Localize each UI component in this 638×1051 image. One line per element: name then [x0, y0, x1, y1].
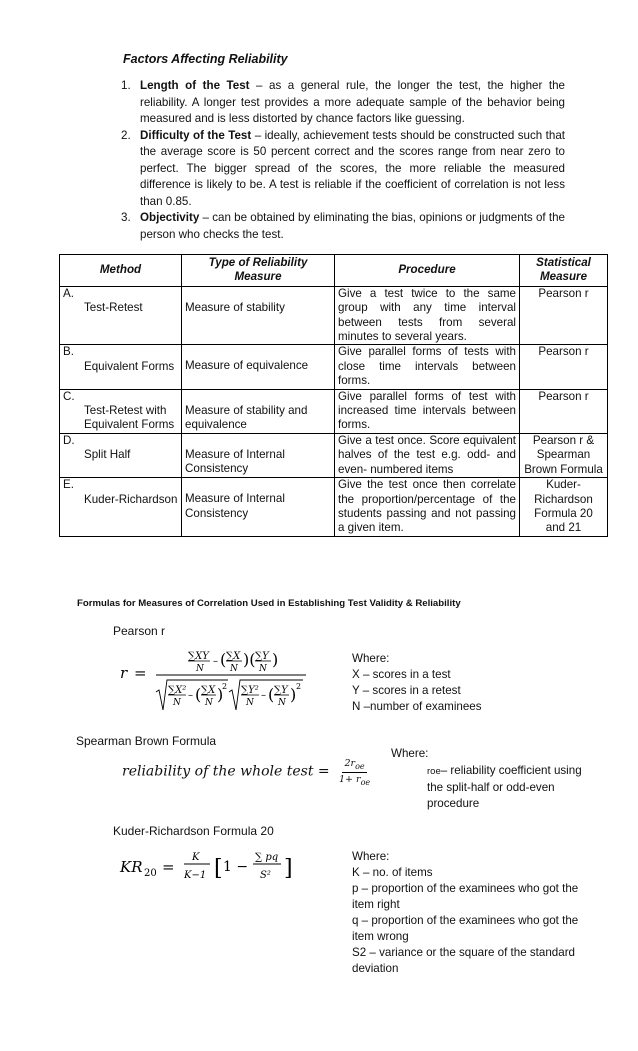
svg-text:2: 2	[296, 682, 302, 691]
svg-text:∑X: ∑X	[201, 685, 216, 696]
cell-stat: Pearson r & Spearman Brown Formula	[520, 433, 608, 477]
svg-text:K−1: K−1	[184, 870, 207, 881]
factor-text: – as a general rule, the longer the test, the higher the reliability. A longer test provides a more adequate sample of the behavior being measured and is less distorted by chance factors like guessing.	[140, 79, 565, 125]
method-name: Equivalent Forms	[84, 359, 175, 373]
factor-number: 3.	[121, 211, 131, 224]
svg-text:∑Y: ∑Y	[255, 651, 269, 662]
table-row	[60, 389, 608, 433]
row-letter: B.	[63, 345, 74, 359]
svg-text:=: =	[162, 858, 175, 876]
svg-text:)(: )(	[243, 650, 256, 669]
header-procedure: Procedure	[335, 255, 520, 287]
pearson-formula	[118, 640, 318, 714]
pearson-label: Pearson r	[113, 624, 166, 638]
method-name: Kuder-Richardson	[84, 492, 178, 506]
spearman-lhs: reliability of the whole test =	[122, 763, 330, 780]
factor-item	[121, 78, 565, 128]
where-item: Y – scores in a retest	[352, 684, 461, 697]
spearman-where-label: Where:	[391, 747, 429, 760]
factor-item	[121, 210, 565, 243]
cell-procedure: Give a test twice to the same group with any time interval between tests from several minutes to several years.	[335, 286, 520, 345]
table-header-row	[60, 255, 608, 287]
cell-type: Measure of equivalence	[182, 345, 335, 389]
svg-text:∑ pq: ∑ pq	[255, 852, 279, 863]
svg-text:(: (	[268, 685, 275, 704]
cell-type: Measure of stability	[182, 286, 335, 345]
svg-text:): )	[272, 650, 279, 669]
where-item: S2 – variance or the square of the standard deviation	[352, 946, 575, 975]
table-row	[60, 478, 608, 537]
svg-text:r: r	[120, 664, 128, 682]
factor-term: Length of the Test	[140, 79, 250, 92]
factor-number: 2.	[121, 128, 131, 142]
cell-stat: Pearson r	[520, 389, 608, 433]
where-item: K – no. of items	[352, 866, 433, 879]
svg-text:20: 20	[144, 868, 157, 879]
factor-text: – ideally, achievement tests should be constructed such that the average score is 50 percent correct and the scores range from near zero to perfect. The bigger spread of the scores, the more reliable the measured difference is likely to be. A test is reliable if the coefficient of correlation is not less than 0.85.	[140, 128, 565, 208]
cell-stat: Kuder-Richardson Formula 20 and 21	[520, 478, 608, 537]
cell-method	[60, 478, 182, 537]
method-name: Split Half	[84, 448, 131, 462]
table-row	[60, 345, 608, 389]
svg-text:N: N	[173, 698, 181, 708]
cell-method	[60, 389, 182, 433]
table-row	[60, 286, 608, 345]
svg-text:K: K	[192, 852, 200, 863]
page-heading: Factors Affecting Reliability	[123, 52, 288, 66]
where-item: p – proportion of the examinees who got the item right	[352, 882, 579, 911]
where-symbol: roe	[427, 766, 441, 777]
svg-text:∑X²: ∑X²	[168, 685, 187, 696]
reliability-table	[59, 254, 608, 537]
factor-item	[121, 128, 565, 211]
svg-text:=: =	[134, 664, 147, 682]
svg-text:]: ]	[284, 856, 293, 881]
svg-text:N: N	[259, 664, 267, 674]
svg-text:–: –	[188, 690, 193, 701]
svg-text:∑X: ∑X	[226, 651, 241, 662]
factor-text: – can be obtained by eliminating the bias, opinions or judgments of the person who checks the test.	[140, 211, 565, 241]
method-name: Test-Retest with Equivalent Forms	[84, 404, 175, 432]
where-label: Where:	[352, 850, 390, 863]
spearman-formula: reliability of the whole test = $\frac{2r_{oe}}{1+ r_{oe}}$	[122, 758, 371, 787]
svg-text:N: N	[230, 664, 238, 674]
svg-text:(: (	[195, 685, 202, 704]
header-method: Method	[60, 255, 182, 287]
formulas-title: Formulas for Measures of Correlation Used in Establishing Test Validity & Reliability	[77, 598, 461, 609]
cell-procedure: Give parallel forms of test with increased time intervals between forms.	[335, 389, 520, 433]
kr20-label: Kuder-Richardson Formula 20	[113, 824, 274, 838]
table-row	[60, 433, 608, 477]
row-letter: C.	[63, 389, 75, 403]
factor-number: 1.	[121, 79, 131, 92]
spearman-where	[427, 763, 587, 812]
where-label: Where:	[352, 652, 390, 665]
factor-term: Difficulty of the Test	[140, 128, 252, 142]
cell-type: Measure of Internal Consistency	[182, 478, 335, 537]
where-item: q – proportion of the examinees who got the item wrong	[352, 914, 579, 943]
svg-text:[: [	[214, 856, 223, 881]
cell-procedure: Give the test once then correlate the proportion/percentage of the students passing and not passing a given item.	[335, 478, 520, 537]
svg-text:2: 2	[222, 682, 228, 691]
svg-text:∑Y: ∑Y	[274, 685, 288, 696]
svg-text:N: N	[196, 664, 204, 674]
svg-text:N: N	[246, 698, 254, 708]
header-type: Type of Reliability Measure	[182, 255, 335, 287]
cell-method	[60, 286, 182, 345]
cell-method	[60, 345, 182, 389]
svg-text:): )	[217, 685, 224, 704]
kr20-where	[352, 849, 582, 977]
svg-text:–: –	[213, 656, 218, 667]
where-text: – reliability coefficient using the split-half or odd-even procedure	[427, 764, 582, 810]
cell-type: Measure of Internal Consistency	[182, 433, 335, 477]
svg-text:S²: S²	[260, 870, 271, 881]
svg-text:∑XY: ∑XY	[188, 651, 209, 662]
cell-type: Measure of stability and equivalence	[182, 389, 335, 433]
where-item: X – scores in a test	[352, 668, 451, 681]
where-item: N –number of examinees	[352, 700, 482, 713]
row-letter: A.	[63, 286, 74, 300]
pearson-where	[352, 651, 482, 715]
svg-text:): )	[290, 685, 297, 704]
svg-text:∑Y²: ∑Y²	[241, 685, 259, 696]
method-name: Test-Retest	[84, 301, 143, 315]
spearman-label: Spearman Brown Formula	[76, 734, 217, 748]
factors-list	[121, 78, 565, 243]
row-letter: E.	[63, 478, 74, 492]
cell-stat: Pearson r	[520, 345, 608, 389]
cell-procedure: Give a test once. Score equivalent halves of the test e.g. odd- and even- numbered items	[335, 433, 520, 477]
row-letter: D.	[63, 433, 75, 447]
svg-text:–: –	[261, 690, 266, 701]
factor-term: Objectivity	[140, 211, 200, 224]
header-statistical: Statistical Measure	[520, 255, 608, 287]
svg-text:N: N	[205, 698, 213, 708]
cell-procedure: Give parallel forms of tests with close time intervals between forms.	[335, 345, 520, 389]
svg-text:(: (	[220, 650, 227, 669]
kr20-formula	[118, 845, 308, 887]
svg-text:KR: KR	[120, 858, 143, 876]
cell-stat: Pearson r	[520, 286, 608, 345]
cell-method	[60, 433, 182, 477]
svg-text:N: N	[278, 698, 286, 708]
svg-text:1 −: 1 −	[223, 859, 249, 875]
